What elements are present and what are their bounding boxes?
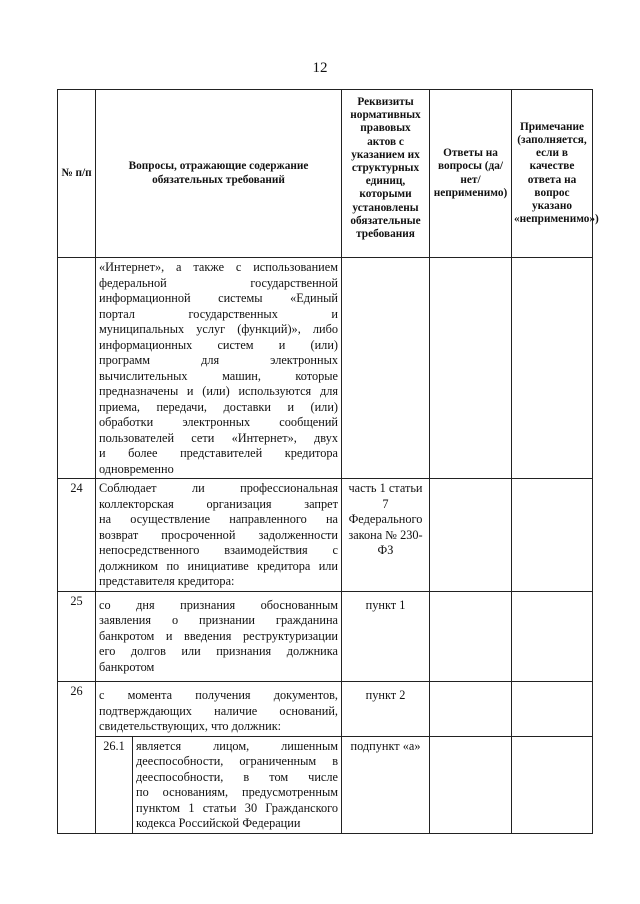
row-number: 25 [58,591,96,682]
question-line: подтверждающих наличие оснований, [99,703,338,718]
row-number [58,258,96,479]
question-line: и более представителей кредитора [99,446,338,460]
row-answer-cell[interactable] [430,682,512,737]
subrow-answer-cell[interactable] [430,736,512,833]
row-answer-cell[interactable] [430,591,512,682]
question-line: информационных систем и (или) [99,337,338,352]
question-line: коллекторская организация запрет [99,496,338,511]
subrow-inner [96,737,341,833]
question-line: представителя кредитора: [99,574,235,588]
row-number: 24 [58,479,96,592]
question-line: кодекса Российской Федерации [136,816,301,830]
subrow-question-cell [96,736,342,833]
question-line: предназначены и (или) используются для [99,384,338,398]
row-question [96,258,342,479]
question-line: дееспособности, ограниченным в [136,754,338,768]
header-note: Примечание (заполняется, если в качестве ответа на вопрос указано «неприменимо») [512,90,593,258]
question-line: вычислительных машин, которые [99,368,338,383]
row-question [96,682,342,737]
question-line: свидетельствующих, что должник: [99,719,282,733]
subrow-number: 26.1 [96,737,133,833]
question-line: «Интернет», а также с использованием [99,260,338,274]
requirements-table [57,89,599,834]
question-line: пользователей сети «Интернет», двух [99,430,338,445]
subrow-note-cell[interactable] [512,736,593,833]
subrow-question [133,737,342,833]
question-line: обработки электронных сообщений [99,415,338,429]
question-line: банкротом [99,659,155,674]
question-line: заявления о признании гражданина [99,613,338,627]
question-line: одновременно [99,461,174,476]
row-basis: пункт 2 [342,682,430,737]
row-basis [342,258,430,479]
table-header-row [58,90,593,258]
row-answer-cell[interactable] [430,258,512,479]
row-answer-cell[interactable] [430,479,512,592]
row-number: 26 [58,682,96,834]
question-line: возврат просроченной задолженности [99,527,338,542]
row-note-cell[interactable] [512,591,593,682]
header-question: Вопросы, отражающие содержание обязательных требований [96,90,342,258]
page-number: 12 [312,60,328,76]
row-note-cell[interactable] [512,682,593,737]
question-line: информационной системы «Единый [99,291,338,305]
header-basis: Реквизиты нормативных правовых актов с указанием их структурных единиц, которыми установлены обязательные требования [342,90,430,258]
subrow-basis: подпункт «а» [342,736,430,833]
question-line: непосредственного взаимодействия с [99,543,338,557]
question-line: программ для электронных [99,353,338,367]
question-line: его долгов или признания должника [99,644,338,658]
question-line: пунктом 1 статьи 30 Гражданского [136,800,338,815]
header-num: № п/п [58,90,96,258]
question-line: на осуществление направленного на [99,512,338,526]
row-question [96,591,342,682]
question-line: с момента получения документов, [99,688,338,702]
table-row [58,682,593,737]
question-line: банкротом и введения реструктуризации [99,628,338,643]
table-row [58,591,593,682]
row-note-cell[interactable] [512,258,593,479]
row-note-cell[interactable] [512,479,593,592]
question-line: приема, передачи, доставки и (или) [99,399,338,414]
row-question [96,479,342,592]
table-row [58,258,593,479]
row-basis: пункт 1 [342,591,430,682]
question-line: должником по инициативе кредитора или [99,558,338,573]
question-line: дееспособности, в том числе [136,769,338,784]
question-line: Соблюдает ли профессиональная [99,481,338,495]
question-line: федеральной государственной [99,275,338,290]
question-line: со дня признания обоснованным [99,597,338,612]
question-line: является лицом, лишенным [136,738,338,753]
question-line: портал государственных и [99,306,338,321]
row-basis: часть 1 статьи 7 Федерального закона № 230-ФЗ [342,479,430,592]
table-subrow [58,736,593,833]
table-row [58,479,593,592]
question-line: по основаниям, предусмотренным [136,785,338,799]
header-answer: Ответы на вопросы (да/нет/ неприменимо) [430,90,512,258]
question-line: муниципальных услуг (функций)», либо [99,322,338,336]
